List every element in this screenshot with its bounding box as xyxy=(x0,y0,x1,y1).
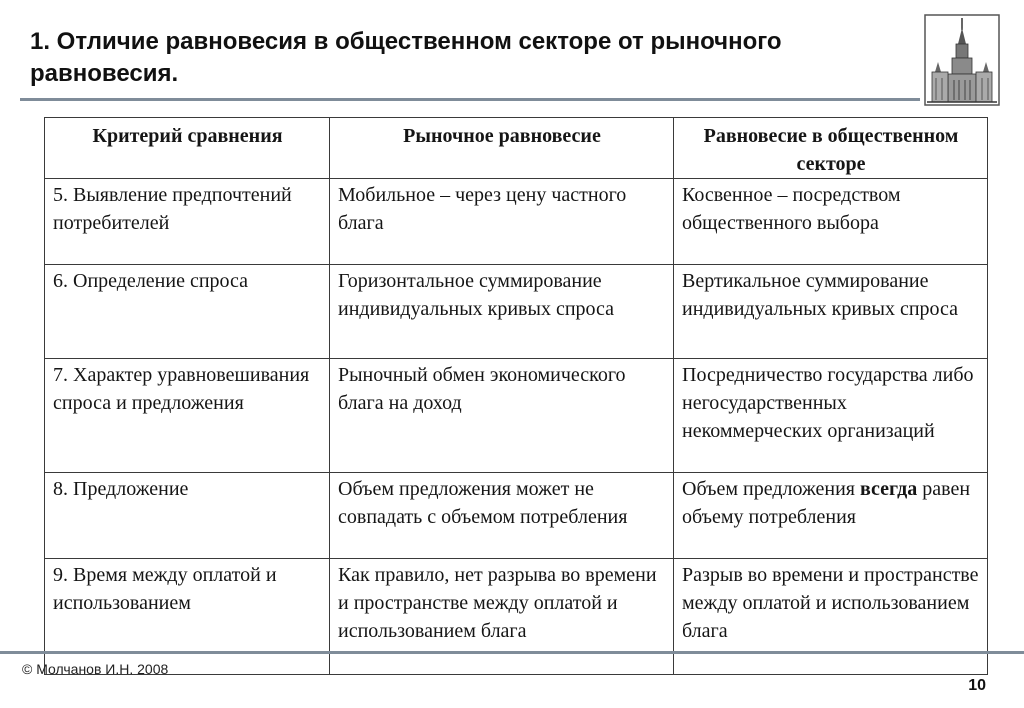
criterion-cell: 8. Предложение xyxy=(45,473,330,559)
public-cell: Вертикальное суммирование индивидуальных кривых спроса xyxy=(674,265,988,359)
public-cell-text-start: Объем предложения xyxy=(682,478,861,500)
criterion-cell: 9. Время между оплатой и использованием xyxy=(45,559,330,653)
title-divider xyxy=(20,98,920,101)
copyright-text: © Молчанов И.Н. 2008 xyxy=(22,661,169,677)
market-cell: Мобильное – через цену частного блага xyxy=(330,179,674,265)
table-row xyxy=(45,359,988,473)
comparison-table xyxy=(44,117,988,675)
market-cell: Рыночный обмен экономического блага на доход xyxy=(330,359,674,473)
table-row xyxy=(45,473,988,559)
market-cell: Как правило, нет разрыва во времени и пространстве между оплатой и использованием блага xyxy=(330,559,674,653)
market-cell: Объем предложения может не совпадать с объемом потребления xyxy=(330,473,674,559)
header-criterion: Критерий сравнения xyxy=(45,118,330,179)
table-row xyxy=(45,179,988,265)
public-cell xyxy=(674,473,988,559)
header-public-equilibrium: Равновесие в общественном секторе xyxy=(674,118,988,179)
table-row xyxy=(45,559,988,653)
header-market-equilibrium: Рыночное равновесие xyxy=(330,118,674,179)
criterion-cell: 5. Выявление предпочтений потребителей xyxy=(45,179,330,265)
emphasis-always: всегда xyxy=(860,478,918,500)
market-cell: Горизонтальное суммирование индивидуальных кривых спроса xyxy=(330,265,674,359)
public-cell: Косвенное – посредством общественного выбора xyxy=(674,179,988,265)
criterion-cell: 6. Определение спроса xyxy=(45,265,330,359)
footer-divider xyxy=(0,651,1024,654)
table-row xyxy=(45,265,988,359)
public-cell: Посредничество государства либо негосударственных некоммерческих организаций xyxy=(674,359,988,473)
table-header-row xyxy=(45,118,988,179)
empty-cell xyxy=(674,653,988,675)
public-cell: Разрыв во времени и пространстве между оплатой и использованием блага xyxy=(674,559,988,653)
empty-cell xyxy=(330,653,674,675)
page-number: 10 xyxy=(968,677,986,694)
university-building-logo xyxy=(924,14,1000,106)
table-row-empty xyxy=(45,653,988,675)
public-cell-text-end: равен объему потребления xyxy=(682,478,971,528)
criterion-cell: 7. Характер уравновешивания спроса и предложения xyxy=(45,359,330,473)
slide-title: 1. Отличие равновесия в общественном секторе от рыночного равновесия. xyxy=(30,28,782,87)
